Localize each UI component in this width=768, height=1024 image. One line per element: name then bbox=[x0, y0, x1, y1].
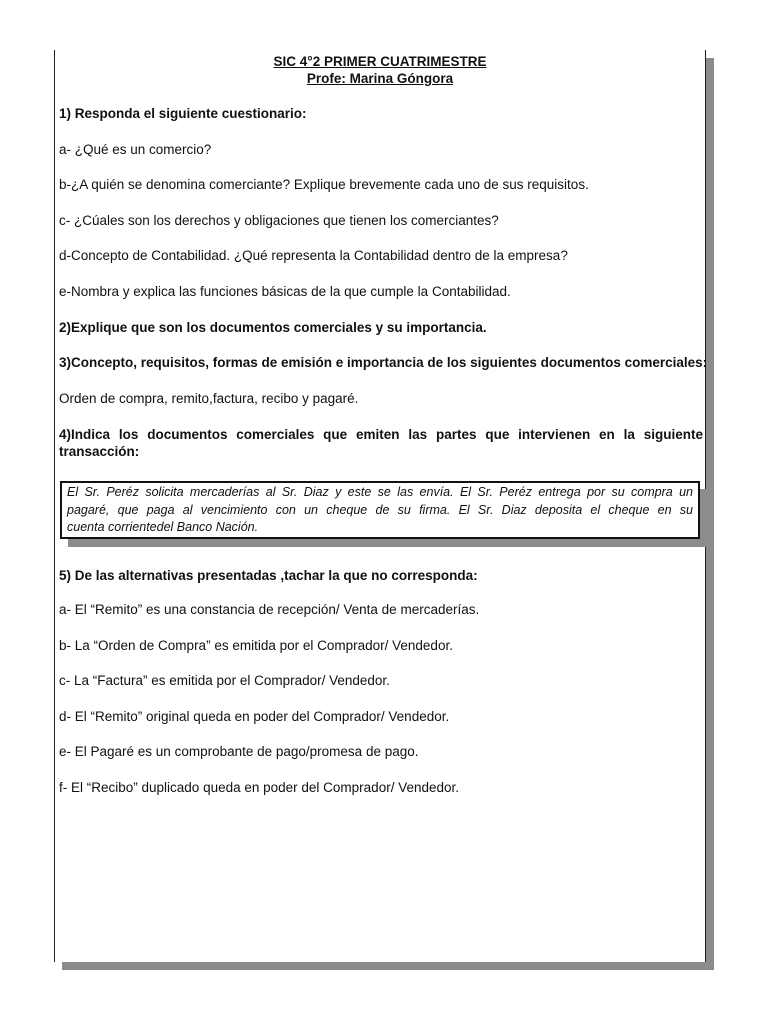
alternative-b: b- La “Orden de Compra” es emitida por el Comprador/ Vendedor. bbox=[59, 638, 453, 653]
transaction-box bbox=[60, 481, 700, 539]
alternative-a: a- El “Remito” es una constancia de recepción/ Venta de mercaderías. bbox=[59, 602, 480, 617]
question-b: b-¿A quién se denomina comerciante? Explique brevemente cada uno de sus requisitos. bbox=[59, 177, 589, 192]
section3-body: Orden de compra, remito,factura, recibo y pagaré. bbox=[59, 391, 359, 406]
question-d: d-Concepto de Contabilidad. ¿Qué representa la Contabilidad dentro de la empresa? bbox=[59, 248, 568, 263]
alternative-d: d- El “Remito” original queda en poder del Comprador/ Vendedor. bbox=[59, 709, 450, 724]
question-e: e-Nombra y explica las funciones básicas de la que cumple la Contabilidad. bbox=[59, 284, 511, 299]
teacher-name: Profe: Marina Góngora bbox=[306, 71, 454, 86]
alternative-f: f- El “Recibo” duplicado queda en poder del Comprador/ Vendedor. bbox=[59, 780, 460, 795]
document-page bbox=[54, 50, 706, 962]
section4-heading-cont: transacción: bbox=[59, 444, 140, 459]
section1-heading: 1) Responda el siguiente cuestionario: bbox=[59, 106, 307, 121]
transaction-line: cuenta corrientedel Banco Nación. bbox=[67, 520, 259, 534]
section3-heading: 3)Concepto, requisitos, formas de emisión e importancia de los siguientes documentos comerciales: bbox=[59, 355, 708, 370]
section2-heading: 2)Explique que son los documentos comerciales y su importancia. bbox=[59, 320, 487, 335]
transaction-line: El Sr. Peréz solicita mercaderías al Sr. Diaz y este se las envía. El Sr. Peréz entrega por su compra un bbox=[67, 485, 693, 499]
question-a: a- ¿Qué es un comercio? bbox=[59, 142, 212, 157]
section5-heading: 5) De las alternativas presentadas ,tachar la que no corresponda: bbox=[59, 568, 478, 583]
alternative-e: e- El Pagaré es un comprobante de pago/promesa de pago. bbox=[59, 744, 419, 759]
question-c: c- ¿Cúales son los derechos y obligaciones que tienen los comerciantes? bbox=[59, 213, 499, 228]
transaction-line: pagaré, que paga al vencimiento con un cheque de su firma. El Sr. Diaz deposita el cheque en su bbox=[67, 502, 693, 517]
alternative-c: c- La “Factura” es emitida por el Comprador/ Vendedor. bbox=[59, 673, 390, 688]
document-title: SIC 4°2 PRIMER CUATRIMESTRE bbox=[273, 54, 487, 69]
section4-heading: 4)Indica los documentos comerciales que emiten las partes que intervienen en la siguiente bbox=[59, 427, 703, 442]
